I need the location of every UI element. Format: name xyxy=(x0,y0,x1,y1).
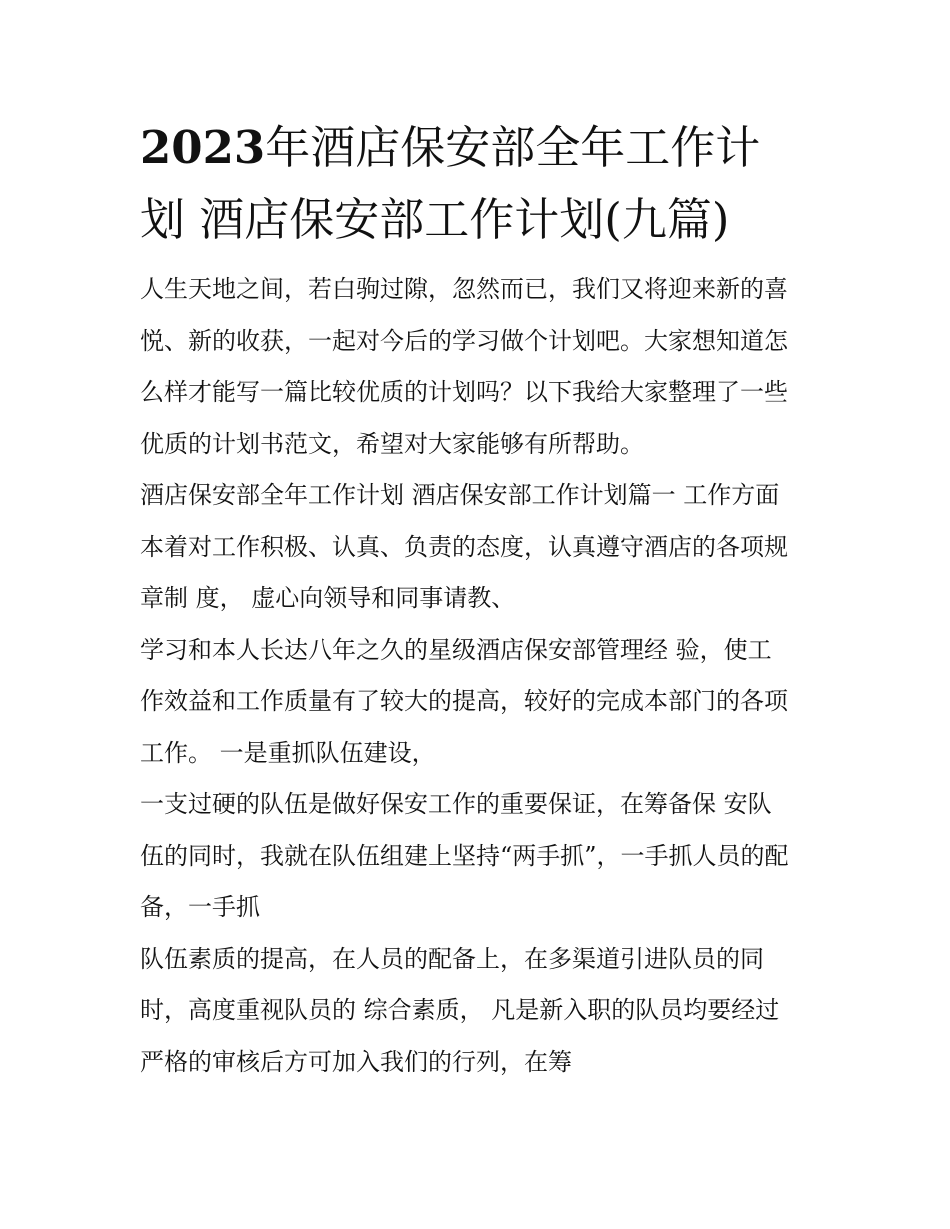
paragraph-team-quality xyxy=(140,934,820,1089)
paragraph-work-attitude xyxy=(140,470,820,625)
text-line: 么样才能写一篇比较优质的计划吗？以下我给大家整理了一些 xyxy=(140,378,788,406)
text-line: 时，高度重视队员的 综合素质， 凡是新入职的队员均要经过 xyxy=(140,996,780,1024)
title-line-1-text: 年酒店保安部全年工作计 xyxy=(265,121,761,174)
text-line: 一支过硬的队伍是做好保安工作的重要保证，在筹备保 安队 xyxy=(140,790,772,818)
text-line: 严格的审核后方可加入我们的行列，在筹 xyxy=(140,1047,572,1076)
text-line: 伍的同时，我就在队伍组建上坚持“两手抓”，一手抓人员的配 xyxy=(140,841,789,870)
text-line: 优质的计划书范文，希望对大家能够有所帮助。 xyxy=(140,429,644,458)
text-line: 章制 度， 虚心向领导和同事请教、 xyxy=(140,584,516,612)
document-body xyxy=(140,112,820,1088)
document-title xyxy=(140,112,820,256)
text-line: 人生天地之间，若白驹过隙，忽然而已，我们又将迎来新的喜 xyxy=(140,275,788,303)
text-line: 备，一手抓 xyxy=(140,893,260,921)
paragraph-experience xyxy=(140,625,820,780)
text-line: 悦、新的收获，一起对今后的学习做个计划吧。大家想知道怎 xyxy=(140,326,788,355)
text-line: 工作。 一是重抓队伍建设， xyxy=(140,738,436,767)
title-year: 2023 xyxy=(140,121,266,174)
title-line-1 xyxy=(140,112,820,184)
title-line-2: 划 酒店保安部工作计划(九篇) xyxy=(140,193,730,246)
text-line: 学习和本人长达八年之久的星级酒店保安部管理经 验，使工 xyxy=(140,635,772,664)
text-line: 队伍素质的提高，在人员的配备上，在多渠道引进队员的同 xyxy=(140,944,764,973)
paragraph-team-building xyxy=(140,779,820,934)
text-line: 酒店保安部全年工作计划 酒店保安部工作计划篇一 工作方面 xyxy=(140,481,780,509)
text-line: 作效益和工作质量有了较大的提高，较好的完成本部门的各项 xyxy=(140,687,788,715)
paragraph-intro xyxy=(140,264,820,470)
text-line: 本着对工作积极、认真、负责的态度，认真遵守酒店的各项规 xyxy=(140,532,788,561)
